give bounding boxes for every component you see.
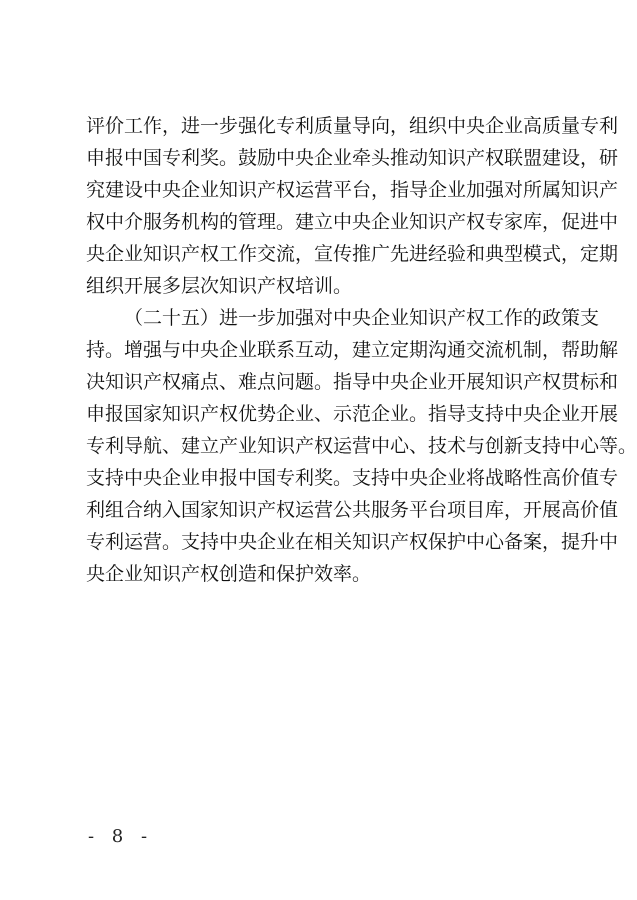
text-line: 央企业知识产权创造和保护效率。 <box>86 563 372 585</box>
text-line: 支持中央企业申报中国专利奖。支持中央企业将战略性高价值专 <box>86 467 619 489</box>
text-line: 评价工作，进一步强化专利质量导向，组织中央企业高质量专利 <box>86 115 619 137</box>
body-text <box>86 110 637 590</box>
text-line: 究建设中央企业知识产权运营平台，指导企业加强对所属知识产 <box>86 179 619 201</box>
text-line: 利组合纳入国家知识产权运营公共服务平台项目库，开展高价值 <box>86 499 619 521</box>
text-line: 专利运营。支持中央企业在相关知识产权保护中心备案，提升中 <box>86 531 619 553</box>
text-line: 央企业知识产权工作交流，宣传推广先进经验和典型模式，定期 <box>86 243 619 265</box>
page-number: - 8 - <box>88 826 154 847</box>
text-line: 决知识产权痛点、难点问题。指导中央企业开展知识产权贯标和 <box>86 371 619 393</box>
text-line: 组织开展多层次知识产权培训。 <box>86 275 353 297</box>
text-line: 专利导航、建立产业知识产权运营中心、技术与创新支持中心等。 <box>86 435 637 457</box>
section-heading-line: （二十五）进一步加强对中央企业知识产权工作的政策支 <box>124 307 600 329</box>
text-line: 持。增强与中央企业联系互动，建立定期沟通交流机制，帮助解 <box>86 339 619 361</box>
text-line: 申报国家知识产权优势企业、示范企业。指导支持中央企业开展 <box>86 403 619 425</box>
text-line: 权中介服务机构的管理。建立中央企业知识产权专家库，促进中 <box>86 211 619 233</box>
text-line: 申报中国专利奖。鼓励中央企业牵头推动知识产权联盟建设，研 <box>86 147 619 169</box>
